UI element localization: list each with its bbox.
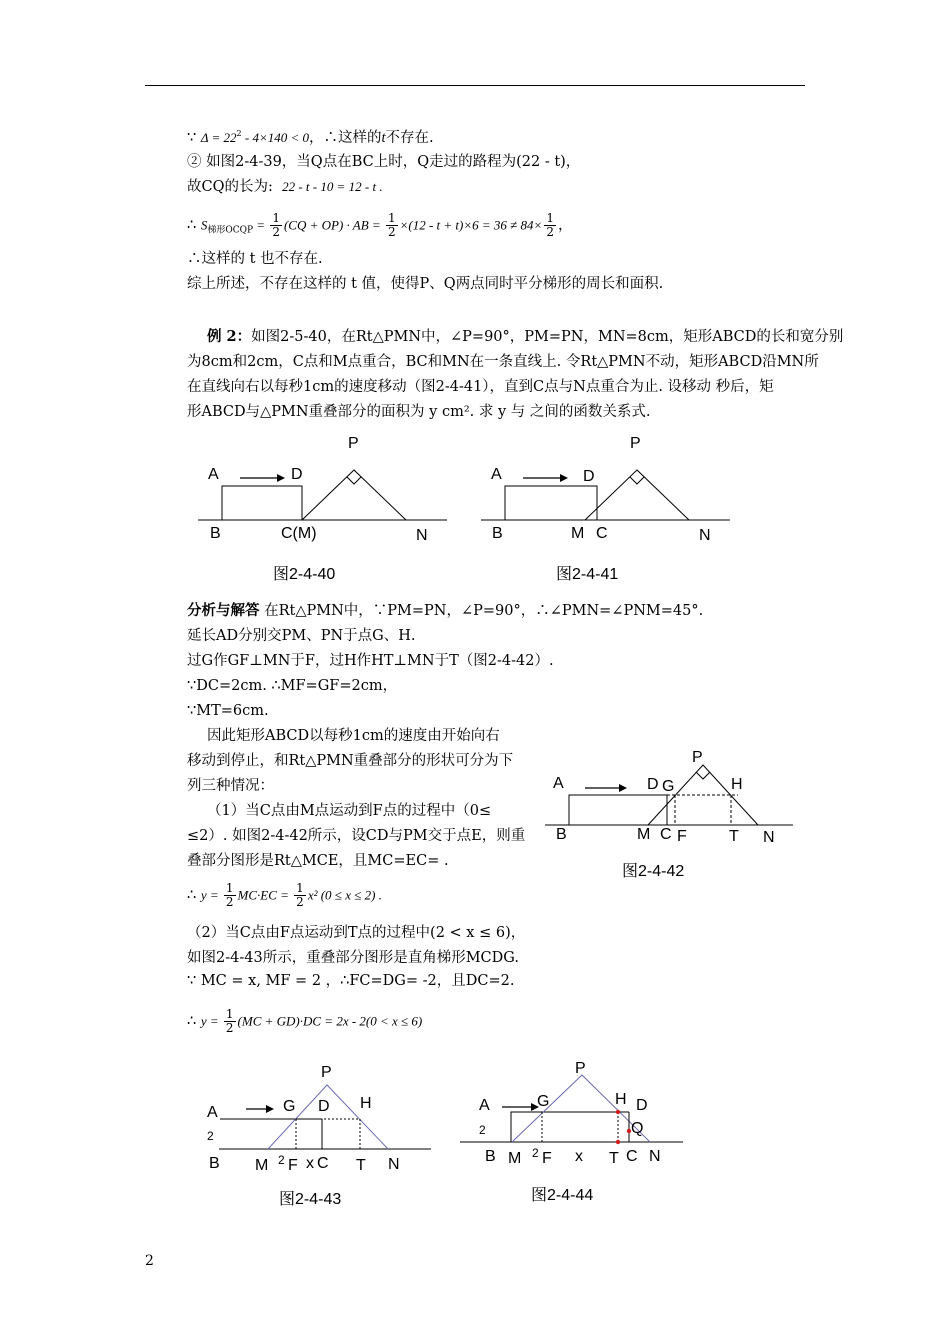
label-T: T (609, 1150, 619, 1167)
label-T: T (729, 828, 739, 845)
text-line-5: ∴这样的 t 也不存在. (187, 251, 323, 267)
caption-2-4-42: 图2-4-42 (622, 863, 685, 880)
analysis-line-7: 移动到停止，和Rt△PMN重叠部分的形状可分为下 (187, 753, 514, 769)
label-2: 2 (207, 1129, 214, 1143)
label-A: A (553, 775, 564, 792)
text-line-1: ∵ $\Delta = 22^2 - 4\times 140 < 0$，∴这样的t不存在. (187, 129, 434, 146)
label-C: C (317, 1155, 329, 1172)
text-line-2: ② 如图2-4-39，当Q点在BC上时，Q走过的路程为(22 - t)， (187, 154, 581, 170)
example-2-line-1: 例 2：如图2-5-40，在Rt△PMN中，∠P=90°，PM=PN，MN=8cm，矩形ABCD的长和宽分别 (207, 328, 844, 345)
figure-2-4-44 (458, 1055, 698, 1179)
label-G: G (662, 778, 675, 795)
label-N: N (388, 1156, 400, 1173)
figure-2-4-42 (545, 745, 800, 849)
example-2-line-4: 形ABCD与△PMN重叠部分的面积为 y cm². 求 y 与 之间的函数关系式. (187, 404, 651, 420)
analysis-line-14: 如图2-4-43所示，重叠部分图形是直角梯形MCDG. (187, 950, 519, 966)
label-C: C (626, 1148, 638, 1165)
label-N: N (416, 527, 428, 544)
example-2-line-3: 在直线向右以每秒1cm的速度移动（图2-4-41），直到C点与N点重合为止. 设移动 秒后，矩 (187, 379, 774, 395)
label-C: C (660, 826, 672, 843)
label-C-M: C(M) (281, 525, 317, 542)
label-F: F (288, 1157, 298, 1174)
label-N: N (763, 829, 775, 846)
analysis-line-10: ≤2）. 如图2-4-42所示，设CD与PM交于点E，则重 (187, 828, 526, 844)
label-B: B (556, 826, 567, 843)
figure-2-4-41 (478, 430, 748, 554)
label-B: B (492, 525, 503, 542)
label-A: A (491, 466, 502, 483)
formula-case-1: ∴ y = $\frac{1}{2}$ MC·EC = $\frac{1}{2}$ x² (0 ≤ x ≤ 2) . (187, 881, 382, 909)
analysis-line-13: （2）当C点由F点运动到T点的过程中(2 < x ≤ 6)， (187, 925, 526, 941)
label-P: P (630, 435, 641, 452)
label-F: F (677, 828, 687, 845)
text-line-6: 综上所述，不存在这样的 t 值，使得P、Q两点同时平分梯形的周长和面积. (187, 276, 664, 292)
label-D: D (647, 776, 659, 793)
header-rule (145, 85, 805, 86)
label-2b: 2 (278, 1153, 285, 1167)
analysis-line-8: 列三种情况： (187, 778, 274, 794)
label-N: N (699, 527, 711, 544)
label-x: x (306, 1155, 314, 1172)
label-M: M (255, 1157, 269, 1174)
analysis-line-5: ∵MT=6cm. (187, 703, 269, 719)
label-2: 2 (479, 1123, 486, 1137)
label-H: H (360, 1095, 372, 1112)
caption-2-4-44: 图2-4-44 (531, 1187, 594, 1204)
analysis-line-15: ∵ MC = x, MF = 2 ，∴FC=DG= -2，且DC=2. (187, 973, 515, 989)
analysis-line-11: 叠部分图形是Rt△MCE，且MC=EC= . (187, 853, 449, 869)
label-P: P (692, 749, 703, 766)
label-A: A (208, 466, 219, 483)
analysis-line-6: 因此矩形ABCD以每秒1cm的速度由开始向右 (207, 728, 500, 744)
text-line-4: ∴ $S_{梯形OCQP}$ = $\frac{1}{2}$ (CQ + OP) · AB = $\frac{1}{2}$ ×(12 - t + t)×6 = 36 ≠ 84× $\frac{1}{2}$ ， (187, 211, 573, 239)
label-M: M (508, 1150, 522, 1167)
label-A: A (207, 1104, 218, 1121)
label-D: D (318, 1098, 330, 1115)
label-F: F (542, 1150, 552, 1167)
figure-2-4-40 (195, 430, 465, 554)
formula-case-2: ∴ y = $\frac{1}{2}$ (MC + GD)·DC = 2x - 2(0 < x ≤ 6) (187, 1007, 423, 1035)
label-C: C (596, 525, 608, 542)
caption-2-4-43: 图2-4-43 (279, 1191, 342, 1208)
label-D: D (291, 466, 303, 483)
analysis-line-3: 过G作GF⊥MN于F，过H作HT⊥MN于T（图2-4-42）. (187, 653, 554, 669)
label-H: H (615, 1091, 627, 1108)
label-P: P (321, 1064, 332, 1081)
label-G: G (283, 1098, 296, 1115)
label-D: D (636, 1097, 648, 1114)
label-A: A (479, 1097, 490, 1114)
figure-2-4-43 (205, 1060, 445, 1184)
label-Q: Q (631, 1120, 644, 1137)
label-x: x (575, 1148, 583, 1165)
analysis-line-9: （1）当C点由M点运动到F点的过程中（0≤ (207, 803, 492, 819)
label-N: N (649, 1148, 661, 1165)
label-D: D (583, 468, 595, 485)
label-T: T (356, 1157, 366, 1174)
caption-2-4-40: 图2-4-40 (273, 566, 336, 583)
label-P: P (575, 1060, 586, 1077)
label-B: B (210, 525, 221, 542)
caption-2-4-41: 图2-4-41 (556, 566, 619, 583)
label-B: B (209, 1155, 220, 1172)
label-P: P (348, 435, 359, 452)
analysis-line-1: 分析与解答 在Rt△PMN中，∵PM=PN，∠P=90°，∴∠PMN=∠PNM=45°. (187, 602, 704, 619)
label-M: M (571, 525, 585, 542)
analysis-line-4: ∵DC=2cm. ∴MF=GF=2cm， (187, 678, 398, 694)
page-number: 2 (145, 1253, 154, 1269)
label-B: B (485, 1148, 496, 1165)
label-G: G (537, 1093, 550, 1110)
label-H: H (731, 776, 743, 793)
label-2b: 2 (532, 1146, 539, 1160)
label-M: M (637, 826, 651, 843)
example-2-line-2: 为8cm和2cm，C点和M点重合，BC和MN在一条直线上. 令Rt△PMN不动，矩形ABCD沿MN所 (187, 354, 819, 370)
analysis-line-2: 延长AD分别交PM、PN于点G、H. (187, 628, 416, 644)
text-line-3: 故CQ的长为: 22 - t - 10 = 12 - t . (187, 179, 383, 195)
